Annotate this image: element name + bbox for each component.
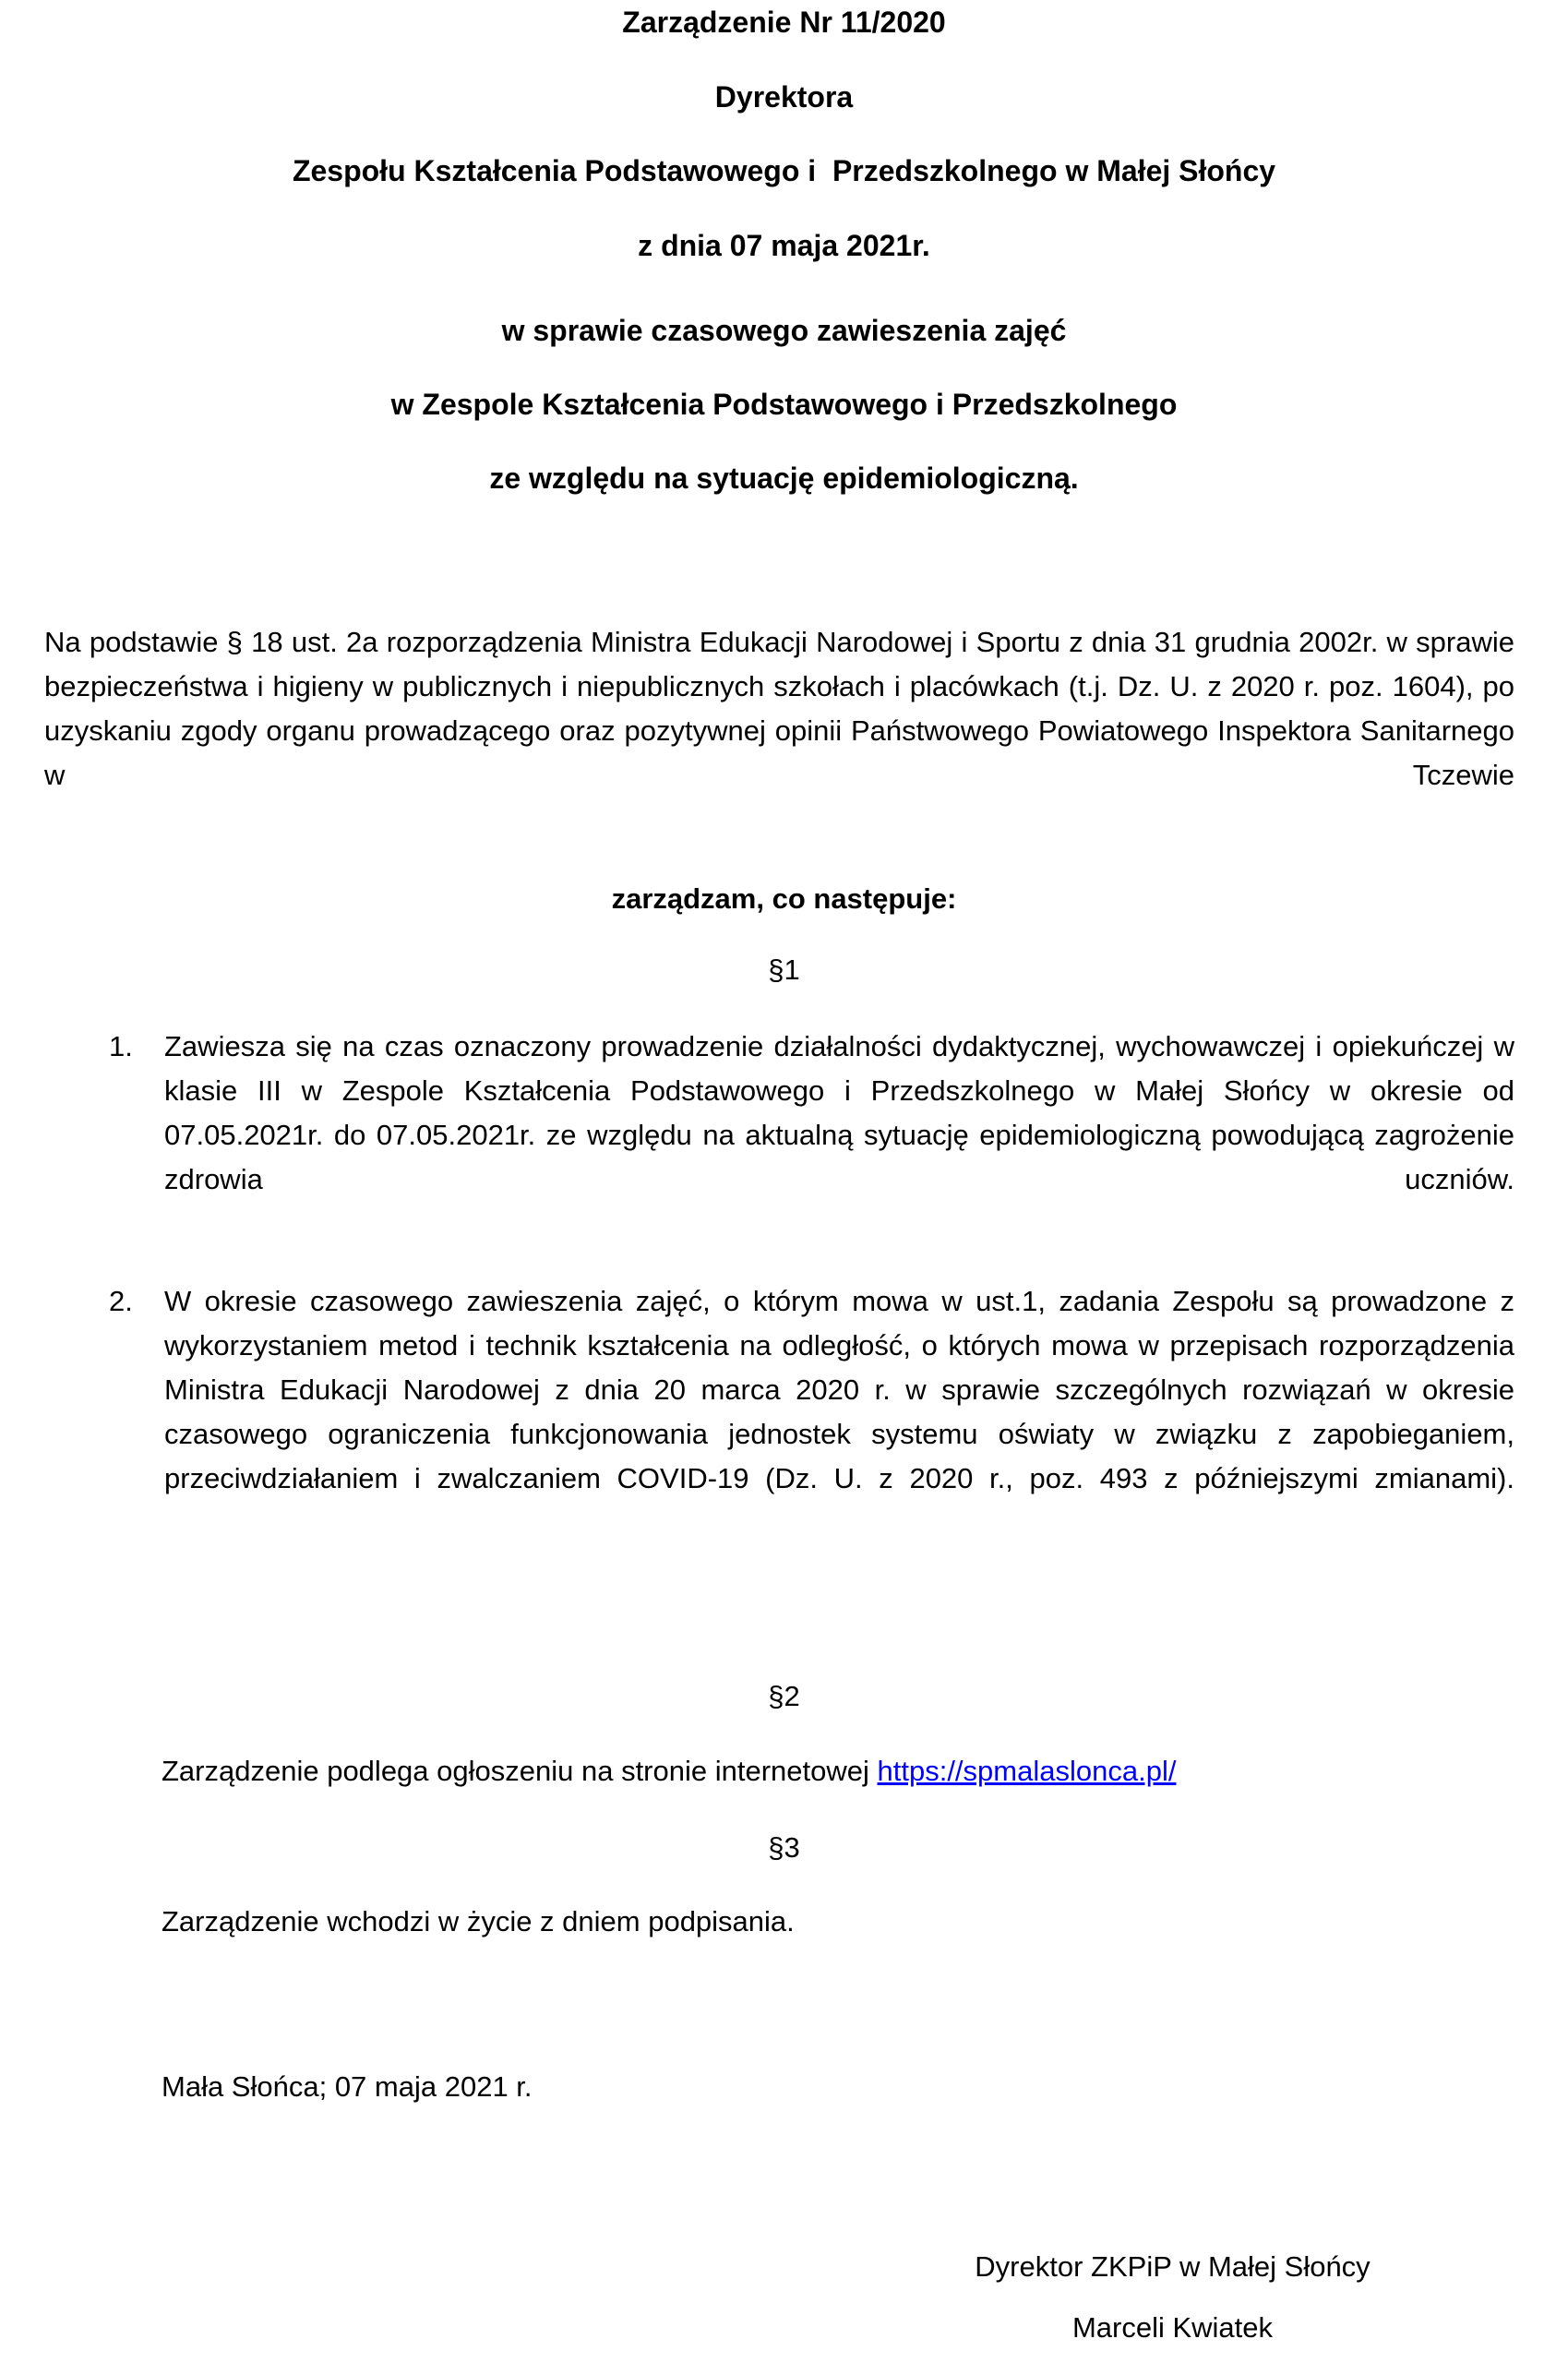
website-link[interactable]: https://spmalaslonca.pl/ xyxy=(877,1755,1177,1787)
section-marker-2: §2 xyxy=(768,1680,800,1712)
clause-text: W okresie czasowego zawieszenia zajęć, o którym mowa w ust.1, zadania Zespołu są prowadzone z wykorzystaniem metod i technik kształcenia na odległość, o których mowa w przepisach rozporządzenia Ministra Edukacji Narodowej z dnia 20 marca 2020 r. w sprawie szczególnych rozwiązań w okresie czasowego ograniczenia funkcjonowania jednostek systemu oświaty w związku z zapobieganiem, przeciwdziałaniem i zwalczaniem COVID-19 (Dz. U. z 2020 r., poz. 493 z późniejszymi zmianami). xyxy=(164,1285,1514,1494)
signature-name-text: Marceli Kwiatek xyxy=(1071,2311,1274,2344)
heading-line-institution: Zespołu Kształcenia Podstawowego i Przedszkolnego w Małej Słońcy xyxy=(292,154,1276,187)
publication-lead-text: Zarządzenie podlega ogłoszeniu na stronie internetowej xyxy=(162,1755,878,1787)
signature-title xyxy=(0,2252,1568,2281)
signature-title-text: Dyrektor ZKPiP w Małej Słońcy xyxy=(975,2250,1371,2283)
section-marker-1: §1 xyxy=(768,954,800,986)
section-marker-3: §3 xyxy=(768,1831,800,1864)
clause-marker: 1. xyxy=(109,1030,133,1062)
signature-name xyxy=(0,2313,1568,2342)
legal-basis-paragraph: Na podstawie § 18 ust. 2a rozporządzenia Ministra Edukacji Narodowej i Sportu z dnia 31 grudnia 2002r. w sprawie bezpieczeństwa i higieny w publicznych i niepublicznych szkołach i placówkach (t.j. Dz. U. z 2020 r. poz. 1604), po uzyskaniu zgody organu prowadzącego oraz pozytywnej opinii Państwowego Powiatowego Inspektora Sanitarnego w Tczewie xyxy=(44,626,1514,791)
clause-item xyxy=(109,1025,1514,1246)
heading-line-title: Zarządzenie Nr 11/2020 xyxy=(622,6,946,39)
clause-item xyxy=(109,1279,1514,1545)
entry-into-force-paragraph: Zarządzenie wchodzi w życie z dniem podpisania. xyxy=(162,1905,795,1937)
heading-line-subject-3: ze względu na sytuację epidemiologiczną. xyxy=(489,462,1079,495)
heading-line-issuer-role: Dyrektora xyxy=(714,80,854,114)
heading-line-date: z dnia 07 maja 2021r. xyxy=(638,229,930,262)
enacting-clause: zarządzam, co następuje: xyxy=(611,882,957,915)
publication-paragraph xyxy=(162,1749,1514,1793)
clause-marker: 2. xyxy=(109,1285,133,1317)
clause-list xyxy=(0,1025,1568,1545)
heading-line-subject-2: w Zespole Kształcenia Podstawowego i Przedszkolnego xyxy=(390,388,1178,421)
place-and-date: Mała Słońca; 07 maja 2021 r. xyxy=(162,2070,533,2103)
document-header xyxy=(0,0,1568,493)
heading-line-subject-1: w sprawie czasowego zawieszenia zajęć xyxy=(501,314,1067,347)
clause-text: Zawiesza się na czas oznaczony prowadzenie działalności dydaktycznej, wychowawczej i opiekuńczej w klasie III w Zespole Kształcenia Podstawowego i Przedszkolnego w Małej Słońcy w okresie od 07.05.2021r. do 07.05.2021r. ze względu na aktualną sytuację epidemiologiczną powodującą zagrożenie zdrowia uczniów. xyxy=(164,1030,1514,1195)
